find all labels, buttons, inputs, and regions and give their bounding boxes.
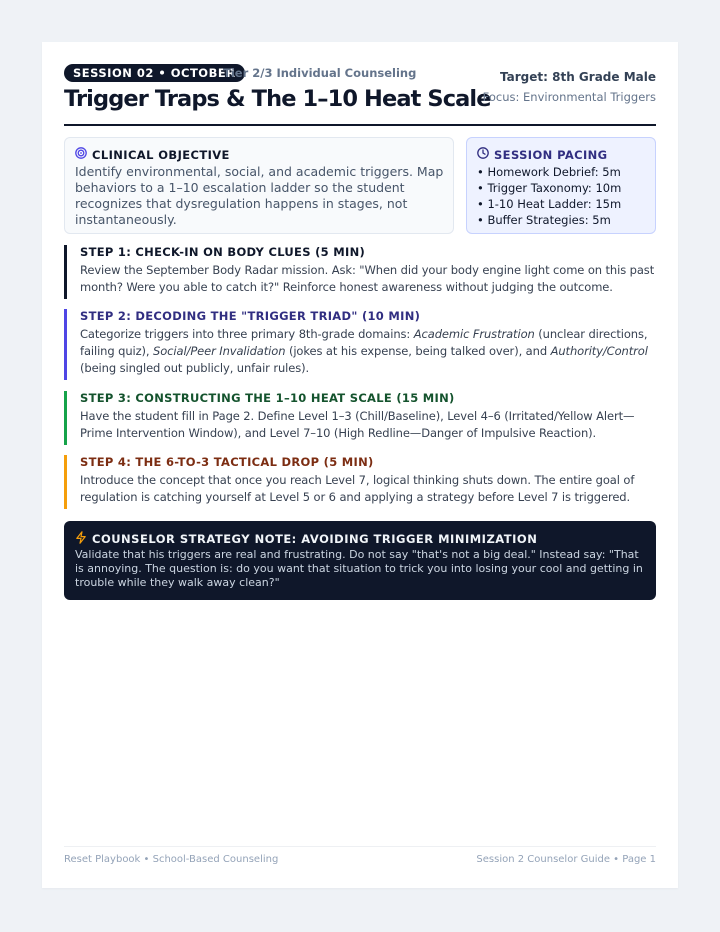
footer-left: Reset Playbook • School-Based Counseling — [64, 854, 279, 865]
step-3-body: Have the student fill in Page 2. Define Level 1–3 (Chill/Baseline), Level 4–6 (Irritated/Yellow Alert—Prime Intervention Window), and Level 7–10 (High Redline—Danger of Impulsive Reaction). — [80, 409, 635, 440]
pacing-item: • 1-10 Heat Ladder: 15m — [477, 196, 621, 212]
header-divider — [64, 124, 656, 126]
step-2-text: Categorize triggers into three primary 8th-grade domains: — [80, 327, 414, 341]
pacing-item: • Homework Debrief: 5m — [477, 164, 621, 180]
counselor-strategy-note — [64, 521, 656, 600]
pacing-item: • Buffer Strategies: 5m — [477, 212, 621, 228]
step-2 — [64, 309, 656, 380]
objective-heading-text: CLINICAL OBJECTIVE — [92, 147, 230, 162]
document-page — [42, 42, 678, 888]
step-2-text: (jokes at his expense, being talked over), and — [285, 344, 551, 358]
note-heading — [75, 531, 537, 547]
note-body: Validate that his triggers are real and frustrating. Do not say "that's not a big deal." Instead say: "That is annoying. The question is: do you want that situation to trick you into losing your cool and getting in trouble while they walk away clean?" — [75, 548, 643, 589]
page-title: Trigger Traps & The 1–10 Heat Scale — [64, 86, 491, 112]
footer-divider — [64, 846, 656, 847]
step-3 — [64, 391, 656, 445]
step-3-heading: STEP 3: CONSTRUCTING THE 1–10 HEAT SCALE (15 MIN) — [80, 391, 455, 405]
step-2-text: (being singled out publicly, unfair rules). — [80, 361, 310, 375]
step-4-heading: STEP 4: THE 6-TO-3 TACTICAL DROP (5 MIN) — [80, 455, 374, 469]
target-label: Target: 8th Grade Male — [500, 70, 656, 84]
objective-heading — [75, 147, 230, 162]
domain-authority: Authority/Control — [550, 344, 648, 358]
step-2-text: (unclear directions, failing quiz), — [80, 327, 648, 358]
clinical-objective-box — [64, 137, 454, 234]
domain-academic: Academic Frustration — [413, 327, 535, 341]
session-pacing-box — [466, 137, 656, 234]
tier-label: Tier 2/3 Individual Counseling — [223, 66, 417, 80]
pacing-item: • Trigger Taxonomy: 10m — [477, 180, 621, 196]
pacing-heading — [477, 147, 608, 162]
objective-text: Identify environmental, social, and academic triggers. Map behaviors to a 1–10 escalation ladder so the student recognizes that dysregulation happens in stages, not instantaneously. — [75, 164, 444, 227]
note-heading-text: COUNSELOR STRATEGY NOTE: AVOIDING TRIGGER MINIMIZATION — [92, 532, 538, 546]
clock-icon — [477, 147, 489, 162]
step-4 — [64, 455, 656, 509]
lightning-icon — [75, 531, 87, 547]
target-icon — [75, 147, 87, 162]
focus-label: Focus: Environmental Triggers — [482, 90, 656, 104]
session-pill: SESSION 02 • OCTOBER — [64, 64, 245, 82]
step-2-body — [80, 326, 656, 377]
step-1-body: Review the September Body Radar mission. Ask: "When did your body engine light come on this past month? Were you able to catch it?" Reinforce honest awareness without judging the outcome. — [80, 263, 655, 294]
pacing-heading-text: SESSION PACING — [494, 147, 608, 162]
step-2-heading: STEP 2: DECODING THE "TRIGGER TRIAD" (10 MIN) — [80, 309, 421, 323]
page-header — [64, 64, 656, 124]
step-1-heading: STEP 1: CHECK-IN ON BODY CLUES (5 MIN) — [80, 245, 366, 259]
footer-right: Session 2 Counselor Guide • Page 1 — [476, 854, 656, 865]
pacing-list — [477, 164, 621, 228]
domain-social: Social/Peer Invalidation — [153, 344, 286, 358]
step-4-body: Introduce the concept that once you reach Level 7, logical thinking shuts down. The entire goal of regulation is catching yourself at Level 5 or 6 and applying a strategy before Level 7 is triggered. — [80, 473, 635, 504]
step-1 — [64, 245, 656, 299]
